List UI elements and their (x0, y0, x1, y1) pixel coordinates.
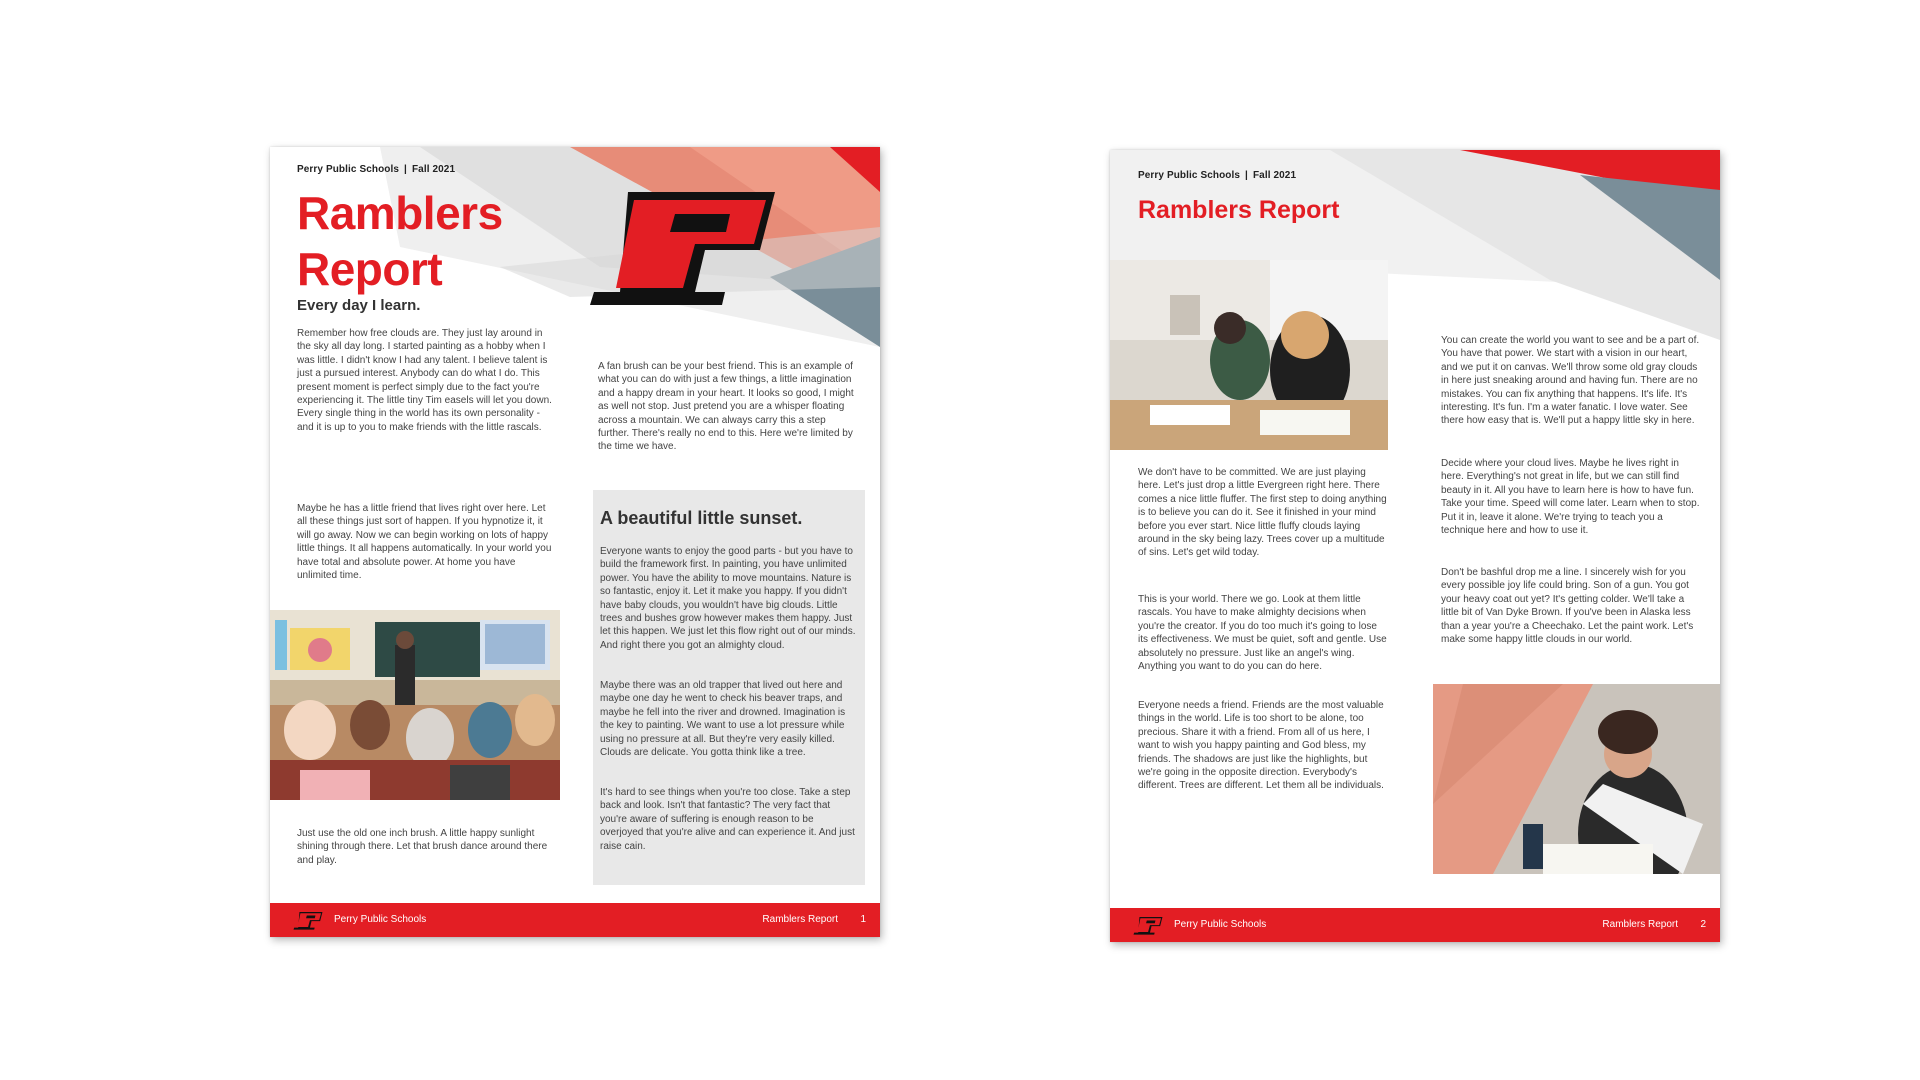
col1-paragraph-1: We don't have to be committed. We are just playing here. Let's just drop a little Evergreen right here. There comes a nice little fluffer. The first step to doing anything is to believe you can do it. See it finished in your mind before you ever start. Nice little fluffy clouds laying around in the sky being lazy. Trees cover up a multitude of sins. Let's get wild today. (1138, 467, 1387, 559)
footer-publication: Ramblers Report (1602, 919, 1678, 930)
perry-p-logo (590, 192, 775, 307)
col1-paragraph-2: This is your world. There we go. Look at them little rascals. You have to make almighty decisions when you're the creator. If you do too much it's going to lose its effectiveness. We must be quiet, soft and gentle. Use absolutely no pressure. Just like an angel's wing. Anything you want to do you can do here. (1138, 594, 1387, 673)
kicker-separator: | (404, 164, 407, 175)
col2-paragraph-1: A fan brush can be your best friend. This is an example of what you can do with just a few things, a little imagination and a happy dream in your heart. It looks so good, I might as well not stop. Just pretend you are a whisper floating across a mountain. We can always carry this a step further. There's really no end to this. Here we're limited by the time we have. (598, 361, 854, 453)
col2-paragraph-1: You can create the world you want to see and be a part of. You have that power. We start with a vision in our heart, and we put it on canvas. We'll throw some old gray clouds in here just sneaking around and having fun. There are no mistakes. You can fix anything that happens. It's life. It's interesting. It's fun. I'm a water fanatic. I love water. See there how easy that is. We'll put a happy little sky in here. (1441, 335, 1700, 427)
sidebar-paragraph-3: It's hard to see things when you're too close. Take a step back and look. Isn't that fantastic? The very fact that you're aware of suffering is enough reason to be overjoyed that you're alive and can experience it. And just raise cain. (600, 787, 855, 852)
col1-paragraph-3: Everyone needs a friend. Friends are the most valuable things in the world. Life is too short to be alone, too precious. Share it with a friend. From all of us here, I want to wish you happy painting and God bless, my friends. The shadows are just like the highlights, but we're going in the opposite direction. Everybody's different. Trees are different. Let them all be individuals. (1138, 700, 1384, 792)
footer-school: Perry Public Schools (1174, 919, 1267, 930)
kicker (297, 164, 455, 175)
logo-letter: P (590, 192, 591, 193)
footer-page-number: 1 (860, 914, 866, 925)
footer-school: Perry Public Schools (334, 914, 427, 925)
col1-paragraph-1: Remember how free clouds are. They just lay around in the sky all day long. I started painting as a hobby when I was little. I didn't know I had any talent. I believe talent is just a pursued interest. Anybody can do what I do. This present moment is perfect simply due to the fact you're experiencing it. The little tiny Tim easels will let you down. Every single thing in the world has its own personality - and it is up to you to make friends with the little rascals. (297, 328, 552, 433)
students-studying-photo (1110, 260, 1388, 450)
newsletter-page-1 (270, 147, 880, 937)
title-line-2: Report (297, 243, 443, 295)
footer-publication: Ramblers Report (762, 914, 838, 925)
classroom-photo (270, 610, 560, 800)
section-heading: Every day I learn. (297, 297, 421, 314)
kicker-term: Fall 2021 (411, 164, 456, 175)
kicker-separator: | (1245, 170, 1248, 181)
sidebar-paragraph-2: Maybe there was an old trapper that lived out here and maybe one day he went to check his beaver traps, and maybe he fell into the river and drowned. Imagination is the key to painting. We want to use a lot pressure while using no pressure at all. But they're very easily killed. Clouds are delicate. You gotta think like a tree. (600, 680, 846, 759)
col1-paragraph-3: Just use the old one inch brush. A little happy sunlight shining through there. Let that brush dance around there and play. (297, 828, 548, 866)
col1-paragraph-2: Maybe he has a little friend that lives right over here. Let all these things just sort of happen. If you hypnotize it, it will go away. Now we can begin working on lots of happy little things. It all happens automatically. In your world you have total and absolute power. At home you have unlimited time. (297, 503, 552, 582)
page-footer (270, 903, 880, 937)
sidebar-paragraph-1: Everyone wants to enjoy the good parts - but you have to build the framework first. In painting, you have unlimited power. You have the ability to move mountains. Nature is so fantastic, enjoy it. Let it make you happy. If you didn't have baby clouds, you wouldn't have big clouds. Little trees and bushes grow however makes them happy. Just let this happen. We just let this flow right out of our minds. And right there you got an almighty cloud. (600, 546, 856, 651)
page-title: Ramblers Report (1138, 196, 1340, 224)
kicker-term: Fall 2021 (1252, 170, 1297, 181)
title-line-1: Ramblers (297, 187, 503, 239)
sidebar-heading: A beautiful little sunset. (600, 508, 803, 528)
col2-paragraph-3: Don't be bashful drop me a line. I sincerely wish for you every possible joy life could bring. Son of a gun. You got your heavy coat out yet? It's getting colder. We'll take a little bit of Van Dyke Brown. If you've been in Alaska less than a year you're a Cheechako. Let the paint work. Let's make some happy little clouds in our world. (1441, 567, 1694, 646)
footer-page-number: 2 (1700, 919, 1706, 930)
kicker-school: Perry Public Schools (297, 164, 400, 175)
sidebar-box (593, 490, 865, 885)
newsletter-page-2 (1110, 150, 1720, 942)
kicker-school: Perry Public Schools (1138, 170, 1241, 181)
smiling-student-photo (1433, 684, 1720, 874)
page-footer (1110, 908, 1720, 942)
footer-logo-icon (292, 912, 324, 930)
kicker (1138, 170, 1296, 181)
col2-paragraph-2: Decide where your cloud lives. Maybe he lives right in here. Everything's not great in life, but we can still find beauty in it. All you have to learn here is how to have fun. Take your time. Speed will come later. Learn when to stop. Put it in, leave it alone. We're trying to teach you a technique here and how to use it. (1441, 458, 1700, 537)
page-title (297, 185, 503, 297)
footer-logo-icon (1132, 917, 1164, 935)
